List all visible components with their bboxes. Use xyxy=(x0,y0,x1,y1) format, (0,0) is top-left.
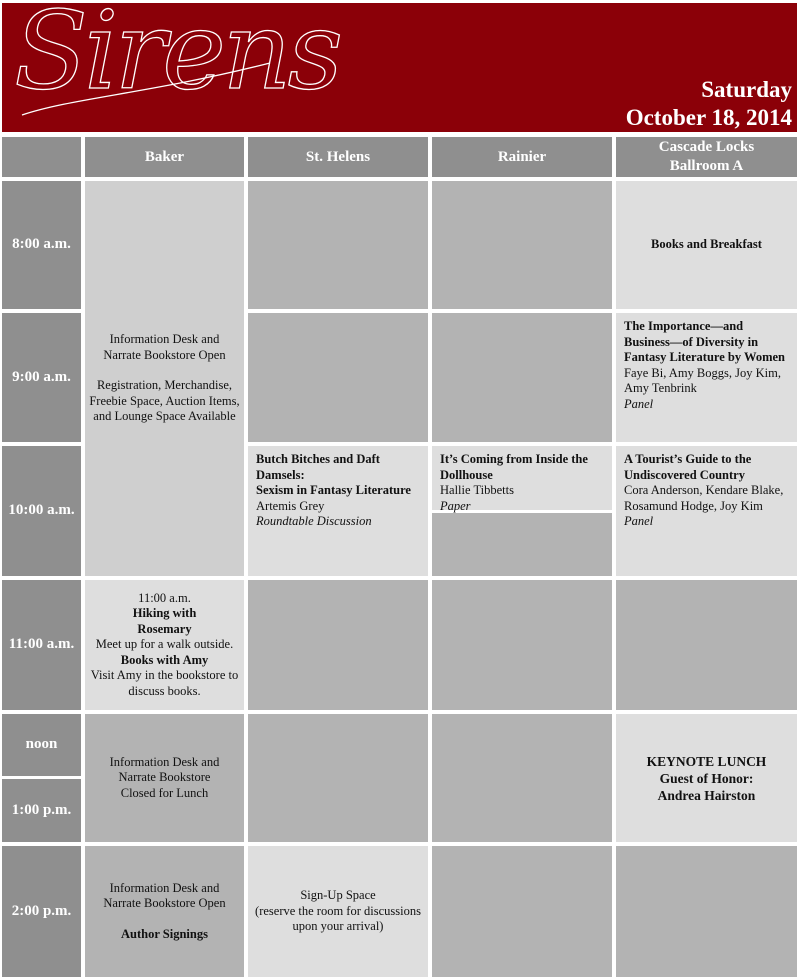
cascade-9am-title-line1: The Importance—and xyxy=(624,319,744,333)
signup-line3: upon your arrival) xyxy=(292,919,384,934)
st-helens-10am-session xyxy=(248,446,428,576)
rainier-session-title-line1: It’s Coming from Inside the xyxy=(440,452,588,466)
time-slot-11am: 11:00 a.m. xyxy=(2,580,81,710)
hiking-title-line1: Hiking with xyxy=(132,606,197,621)
column-header-cascade-locks xyxy=(616,137,797,177)
schedule-date: October 18, 2014 xyxy=(625,105,792,130)
books-with-amy-desc-line2: discuss books. xyxy=(128,683,201,698)
cascade-9am-type: Panel xyxy=(624,396,654,411)
signup-line2: (reserve the room for discussions xyxy=(255,903,421,918)
guest-of-honor-name: Andrea Hairston xyxy=(657,787,756,803)
baker-afternoon xyxy=(85,846,244,977)
time-slot-8am: 8:00 a.m. xyxy=(2,181,81,309)
baker-lunch-line3: Closed for Lunch xyxy=(120,785,209,800)
st-helens-session-title-line2: Sexism in Fantasy Literature xyxy=(256,483,411,497)
st-helens-session-presenter: Artemis Grey xyxy=(256,498,325,513)
st-helens-signup-space xyxy=(248,846,428,977)
hiking-title-line2: Rosemary xyxy=(137,621,192,636)
st-helens-session-title-line1: Butch Bitches and Daft Damsels: xyxy=(256,452,380,482)
st-helens-8am-empty xyxy=(248,181,428,309)
rainier-session-title-line2: Dollhouse xyxy=(440,467,493,482)
schedule-day: Saturday xyxy=(701,77,792,102)
rainier-11am-empty xyxy=(432,580,612,710)
cascade-2pm-empty xyxy=(616,846,797,977)
cascade-11am-empty xyxy=(616,580,797,710)
st-helens-9am-empty xyxy=(248,313,428,442)
baker-afternoon-line1: Information Desk and xyxy=(109,880,220,895)
time-slot-noon: noon xyxy=(2,714,81,776)
cascade-keynote-lunch xyxy=(616,714,797,842)
baker-morning-line5: and Lounge Space Available xyxy=(93,409,236,424)
cascade-10am-title-line2: Undiscovered Country xyxy=(624,467,745,482)
time-slot-1pm: 1:00 p.m. xyxy=(2,779,81,842)
books-with-amy-title: Books with Amy xyxy=(120,652,209,667)
st-helens-lunch-empty xyxy=(248,714,428,842)
rainier-8am-empty xyxy=(432,181,612,309)
column-header-cascade-locks-line1: Cascade Locks xyxy=(658,139,755,155)
baker-lunch-line1: Information Desk and xyxy=(109,754,220,769)
st-helens-session-type: Roundtable Discussion xyxy=(256,514,372,528)
column-header-st-helens: St. Helens xyxy=(248,137,428,177)
baker-lunch-line2: Narrate Bookstore xyxy=(118,770,211,785)
rainier-2pm-empty xyxy=(432,846,612,977)
header-corner xyxy=(2,137,81,177)
cascade-10am-presenters-line1: Cora Anderson, Kendare Blake, xyxy=(624,483,784,497)
rainier-session-type: Paper xyxy=(440,498,471,513)
baker-lunch-closed xyxy=(85,714,244,842)
baker-morning-line3: Registration, Merchandise, xyxy=(96,378,233,393)
rainier-10am-session xyxy=(432,446,612,513)
cascade-10am-type: Panel xyxy=(624,514,654,528)
baker-morning-line1: Information Desk and xyxy=(109,332,220,347)
time-slot-2pm: 2:00 p.m. xyxy=(2,846,81,977)
time-slot-10am: 10:00 a.m. xyxy=(2,446,81,576)
rainier-lunch-empty xyxy=(432,714,612,842)
rainier-9am-empty xyxy=(432,313,612,442)
books-and-breakfast: Books and Breakfast xyxy=(651,237,762,252)
rainier-1030-empty xyxy=(432,513,612,576)
baker-info-desk-morning xyxy=(85,181,244,576)
cascade-10am-presenters-line2: Rosamund Hodge, Joy Kim xyxy=(624,498,763,513)
author-signings: Author Signings xyxy=(121,926,208,941)
cascade-9am-presenters-line2: Amy Tenbrink xyxy=(624,381,697,395)
baker-afternoon-line2: Narrate Bookstore Open xyxy=(103,896,226,911)
keynote-lunch-title: KEYNOTE LUNCH xyxy=(646,753,767,769)
sirens-logo: Sirens xyxy=(14,3,340,114)
cascade-8am-session xyxy=(616,181,797,309)
books-with-amy-desc-line1: Visit Amy in the bookstore to xyxy=(90,668,239,683)
cascade-10am-title-line1: A Tourist’s Guide to the xyxy=(624,452,752,466)
column-header-cascade-locks-line2: Ballroom A xyxy=(669,158,744,174)
cascade-10am-session xyxy=(616,446,797,576)
guest-of-honor-label: Guest of Honor: xyxy=(659,770,754,786)
baker-morning-line2: Narrate Bookstore Open xyxy=(103,347,226,362)
time-slot-9am: 9:00 a.m. xyxy=(2,313,81,442)
baker-morning-line4: Freebie Space, Auction Items, xyxy=(89,393,240,408)
cascade-9am-title-line2: Business—of Diversity in xyxy=(624,334,759,349)
baker-11am-activities xyxy=(85,580,244,710)
st-helens-11am-empty xyxy=(248,580,428,710)
signup-line1: Sign-Up Space xyxy=(300,888,376,903)
cascade-9am-title-line3: Fantasy Literature by Women xyxy=(624,350,785,364)
hiking-description: Meet up for a walk outside. xyxy=(95,637,234,652)
column-header-baker: Baker xyxy=(85,137,244,177)
cascade-9am-session xyxy=(616,313,797,442)
header-banner xyxy=(2,3,797,132)
column-header-rainier: Rainier xyxy=(432,137,612,177)
cascade-9am-presenters-line1: Faye Bi, Amy Boggs, Joy Kim, xyxy=(624,365,781,380)
rainier-session-presenter: Hallie Tibbetts xyxy=(440,483,514,497)
baker-11am-time: 11:00 a.m. xyxy=(138,590,191,605)
